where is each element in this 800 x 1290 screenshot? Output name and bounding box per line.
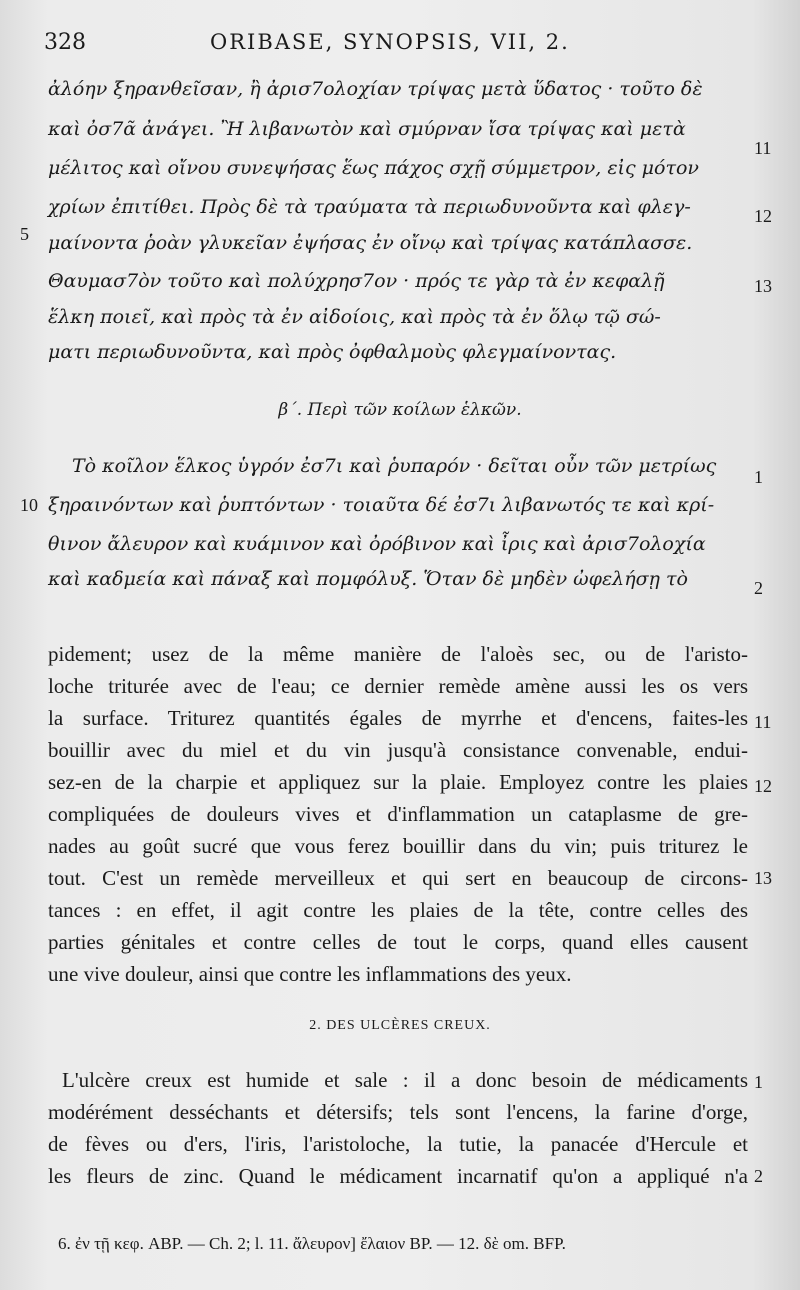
margin-number: 12 [754,776,772,796]
line-number: 5 [20,224,29,244]
margin-number: 11 [754,138,772,158]
margin-number: 11 [754,712,772,732]
greek-line: μαίνοντα ῥοὰν γλυκεῖαν ἐψήσας ἐν οἴνῳ καὶ τρίψας κατάπλασσε. [48,232,693,254]
margin-number: 1 [754,467,763,487]
greek-line: ἀλόην ξηρανθεῖσαν, ἢ ἀρισ7ολοχίαν τρίψας μετὰ ὕδατος · τοῦτο δὲ [48,78,703,100]
greek-line: μέλιτος καὶ οἴνου συνεψήσας ἕως πάχος σχῇ σύμμετρον, εἰς μότον [48,157,699,179]
french-line: de fèves ou d'ers, l'iris, l'aristoloche, la tutie, la panacée d'Hercule et [48,1132,748,1156]
greek-line: ἕλκη ποιεῖ, καὶ πρὸς τὰ ἐν αἰδοίοις, καὶ πρὸς τὰ ἐν ὅλῳ τῷ σώ- [48,306,661,328]
french-line: modérément desséchants et détersifs; tels sont l'encens, la farine d'orge, [48,1100,748,1124]
french-line: tances : en effet, il agit contre les plaies de la tête, contre celles des [48,898,748,922]
french-line: parties génitales et contre celles de tout le corps, quand elles causent [48,930,748,954]
french-line: loche triturée avec de l'eau; ce dernier remède amène aussi les os vers [48,674,748,698]
greek-line: ξηραινόντων καὶ ῥυπτόντων · τοιαῦτα δέ ἐσ7ι λιβανωτός τε καὶ κρί- [48,494,715,516]
french-line: bouillir avec du miel et du vin jusqu'à consistance convenable, endui- [48,738,748,762]
page-number: 328 [44,30,86,55]
greek-line: Τὸ κοῖλον ἕλκος ὑγρόν ἐσ7ι καὶ ῥυπαρόν · δεῖται οὖν τῶν μετρίως [72,455,717,477]
margin-number: 1 [754,1072,763,1092]
greek-line: θινον ἄλευρον καὶ κυάμινον καὶ ὀρόβινον καὶ ἶρις καὶ ἀρισ7ολοχία [48,533,706,555]
french-line: tout. C'est un remède merveilleux et qui sert en beaucoup de circons- [48,866,748,890]
french-section-heading: 2. DES ULCÈRES CREUX. [309,1018,491,1033]
greek-line: χρίων ἐπιτίθει. Πρὸς δὲ τὰ τραύματα τὰ περιωδυνοῦντα καὶ φλεγ- [48,196,691,218]
line-number: 10 [20,495,38,515]
french-line: compliquées de douleurs vives et d'inflammation un cataplasme de gre- [48,802,748,826]
margin-number: 12 [754,206,772,226]
french-line: L'ulcère creux est humide et sale : il a donc besoin de médicaments [62,1068,748,1092]
footnote: 6. ἐν τῇ κεφ. ABP. — Ch. 2; l. 11. ἄλευρον] ἔλαιον BP. — 12. δὲ om. BFP. [58,1234,566,1253]
french-line: sez-en de la charpie et appliquez sur la plaie. Employez contre les plaies [48,770,748,794]
french-line: pidement; usez de la même manière de l'aloès sec, ou de l'aristo- [48,642,748,666]
greek-line: καὶ ὀσ7ᾶ ἀνάγει. Ἢ λιβανωτὸν καὶ σμύρναν ἴσα τρίψας καὶ μετὰ [48,118,686,140]
french-line: les fleurs de zinc. Quand le médicament incarnatif qu'on a appliqué n'a [48,1164,748,1188]
greek-line: ματι περιωδυνοῦντα, καὶ πρὸς ὀφθαλμοὺς φλεγμαίνοντας. [48,341,617,363]
margin-number: 2 [754,578,763,598]
margin-number: 13 [754,276,772,296]
running-title: ORIBASE, SYNOPSIS, VII, 2. [210,30,570,54]
greek-section-heading: β΄. Περὶ τῶν κοίλων ἑλκῶν. [278,400,522,420]
french-line: une vive douleur, ainsi que contre les inflammations des yeux. [48,962,572,986]
french-line: la surface. Triturez quantités égales de myrrhe et d'encens, faites-les [48,706,748,730]
greek-line: καὶ καδμεία καὶ πάναξ καὶ πομφόλυξ. Ὅταν δὲ μηδὲν ὠφελήσῃ τὸ [48,568,688,590]
french-line: nades au goût sucré que vous ferez bouillir dans du vin; puis triturez le [48,834,748,858]
greek-line: Θαυμασ7ὸν τοῦτο καὶ πολύχρησ7ον · πρός τε γὰρ τὰ ἐν κεφαλῇ [48,270,665,292]
margin-number: 2 [754,1166,763,1186]
margin-number: 13 [754,868,772,888]
